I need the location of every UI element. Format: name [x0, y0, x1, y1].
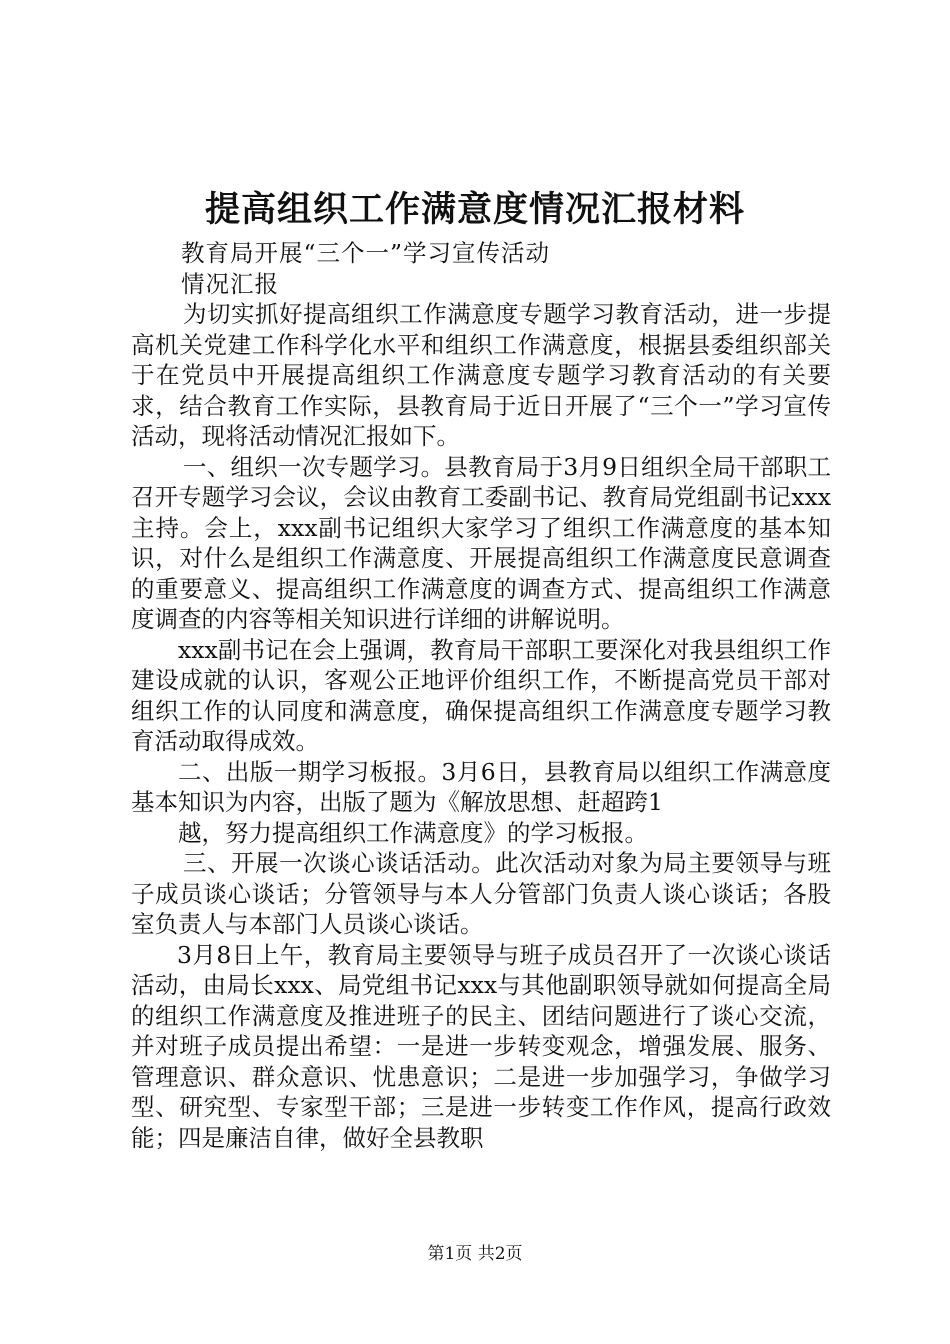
- paragraph-section-3: 三、开展一次谈心谈话活动。此次活动对象为局主要领导与班子成员谈心谈话；分管领导与本人分管部门负责人谈心谈话；各股室负责人与本部门人员谈心谈话。: [131, 849, 831, 938]
- paragraph-talk-activity: 3月8日上午，教育局主要领导与班子成员召开了一次谈心谈话活动，由局长xxx、局党组书记xxx与其他副职领导就如何提高全局的组织工作满意度及推进班子的民主、团结问题进行了谈心交流，并对班子成员提出希望：一是进一步转变观念，增强发展、服务、管理意识、群众意识、忧患意识；二是进一步加强学习，争做学习型、研究型、专家型干部；三是进一步转变工作作风，提高行政效能；四是廉洁自律，做好全县教职: [131, 940, 831, 1152]
- paragraph-section-2: 二、出版一期学习板报。3月6日，县教育局以组织工作满意度基本知识为内容，出版了题为《解放思想、赶超跨1: [131, 757, 831, 816]
- document-body: [131, 238, 831, 1153]
- paragraph-section-2-continued: 越，努力提高组织工作满意度》的学习板报。: [178, 818, 648, 847]
- paragraph-intro: 为切实抓好提高组织工作满意度专题学习教育活动，进一步提高机关党建工作科学化水平和组织工作满意度，根据县委组织部关于在党员中开展提高组织工作满意度专题学习教育活动的有关要求，结合教育工作实际，县教育局于近日开展了“三个一”学习宣传活动，现将活动情况汇报如下。: [131, 300, 831, 450]
- page-number: 第1页 共2页: [427, 1244, 523, 1264]
- subtitle-line-2: 情况汇报: [181, 269, 279, 298]
- paragraph-section-1: 一、组织一次专题学习。县教育局于3月9日组织全局干部职工召开专题学习会议，会议由教育工委副书记、教育局党组副书记xxx主持。会上，xxx副书记组织大家学习了组织工作满意度的基本知识，对什么是组织工作满意度、开展提高组织工作满意度民意调查的重要意义、提高组织工作满意度的调查方式、提高组织工作满意度调查的内容等相关知识进行详细的讲解说明。: [131, 452, 831, 633]
- document-title: 提高组织工作满意度情况汇报材料: [204, 189, 745, 230]
- subtitle-line-1: 教育局开展“三个一”学习宣传活动: [181, 239, 551, 267]
- paragraph-emphasis: xxx副书记在会上强调，教育局干部职工要深化对我县组织工作建设成就的认识，客观公正地评价组织工作，不断提高党员干部对组织工作的认同度和满意度，确保提高组织工作满意度专题学习教育活动取得成效。: [131, 635, 831, 755]
